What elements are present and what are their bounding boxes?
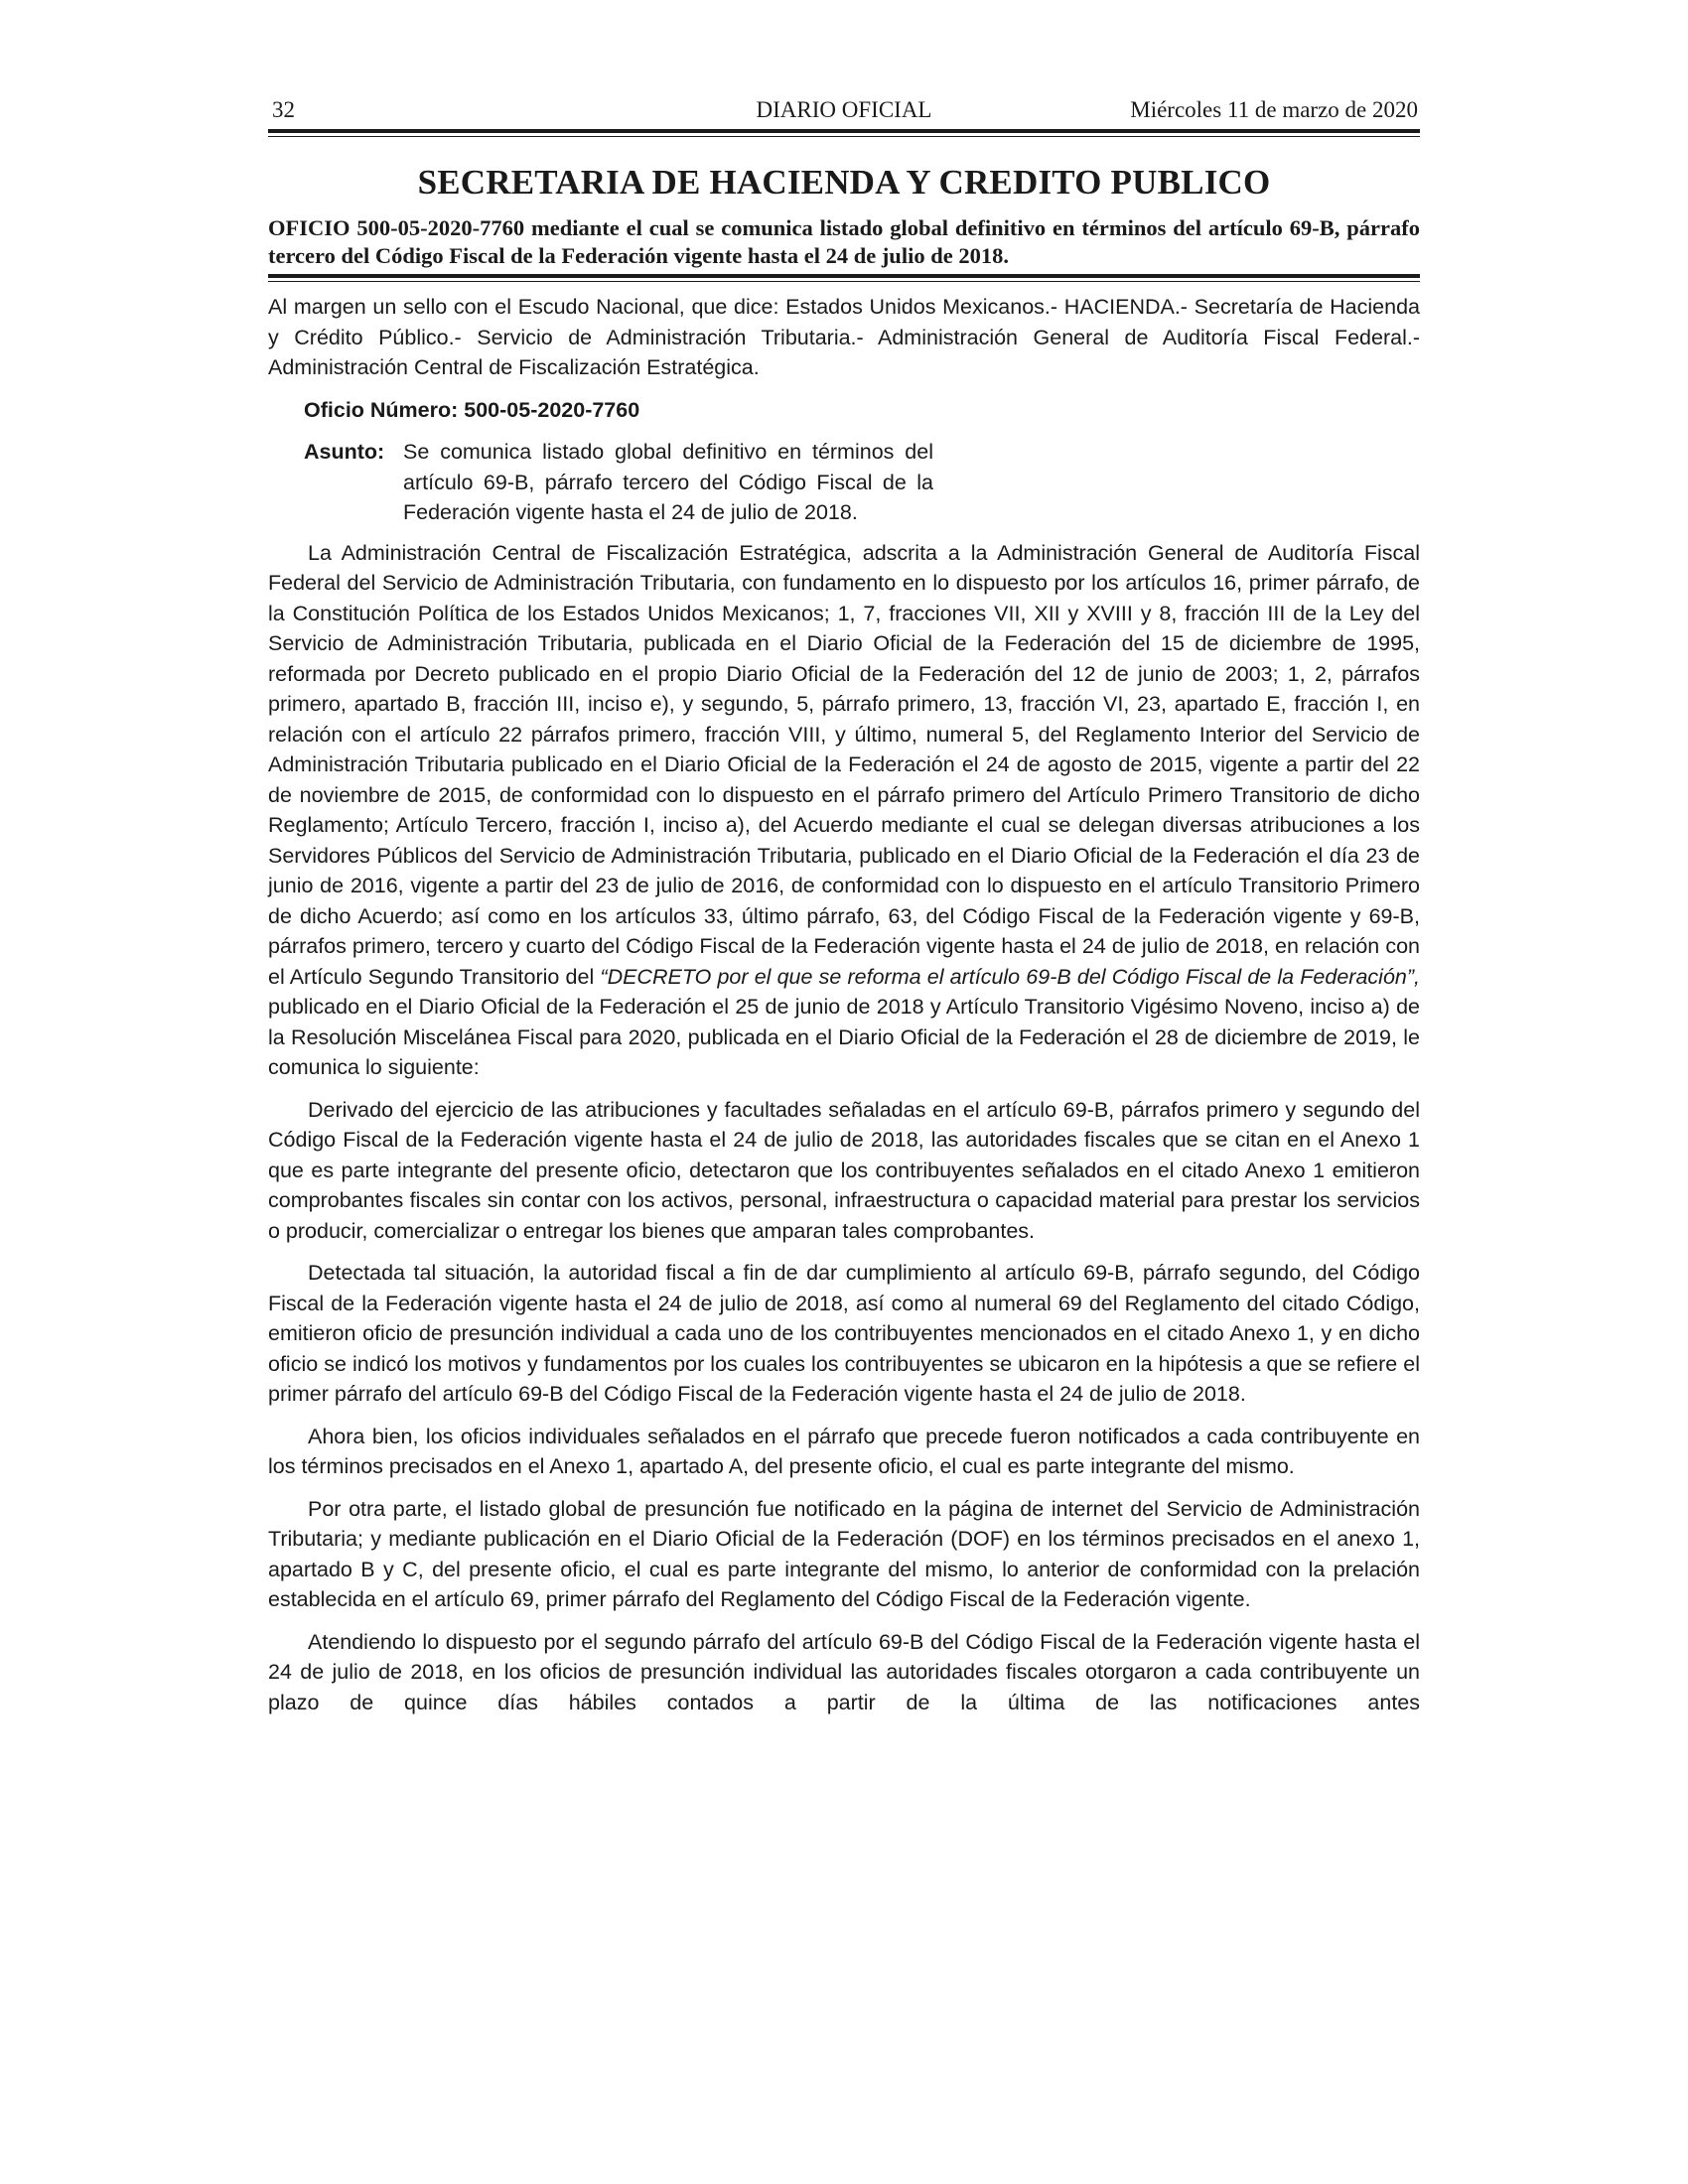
paragraph-detectada: Detectada tal situación, la autoridad fiscal a fin de dar cumplimiento al artículo 69-B, párrafo segundo, del Código Fiscal de la Federación vigente hasta el 24 de julio de 2018, así como al numeral 69 del Reglamento del citado Código, emitieron oficio de presunción individual a cada uno de los contribuyentes mencionados en el citado Anexo 1, y en dicho oficio se indicó los motivos y fundamentos por los cuales los contribuyentes se ubicaron en la hipótesis a que se refiere el primer párrafo del artículo 69-B del Código Fiscal de la Federación vigente hasta el 24 de julio de 2018.	[268, 1261, 1420, 1406]
legal-basis-part-b: publicado en el Diario Oficial de la Federación el 25 de junio de 2018 y Artículo Transitorio Vigésimo Noveno, inciso a) de la Resolución Miscelánea Fiscal para 2020, publicada en el Diario Oficial de la Federación el 28 de diciembre de 2019, le comunica lo siguiente:	[268, 995, 1420, 1079]
document-body	[268, 292, 1420, 1717]
paragraph-atendiendo: Atendiendo lo dispuesto por el segundo párrafo del artículo 69-B del Código Fiscal de la Federación vigente hasta el 24 de julio de 2018, en los oficios de presunción individual las autoridades fiscales otorgaron a cada contribuyente un plazo de quince días hábiles contados a partir de la última de las notificaciones antes	[268, 1629, 1420, 1714]
page-number: 32	[272, 97, 295, 122]
paragraph-por-otra-parte: Por otra parte, el listado global de presunción fue notificado en la página de internet del Servicio de Administración Tributaria; y mediante publicación en el Diario Oficial de la Federación (DOF) en los términos precisados en el anexo 1, apartado B y C, del presente oficio, el cual es parte integrante del mismo, lo anterior de conformidad con la prelación establecida en el artículo 69, primer párrafo del Reglamento del Código Fiscal de la Federación vigente.	[268, 1496, 1420, 1611]
asunto-text: Se comunica listado global definitivo en términos del artículo 69-B, párrafo tercero del Código Fiscal de la Federación vigente hasta el 24 de julio de 2018.	[403, 440, 933, 524]
heading-rule	[268, 274, 1420, 282]
section-title: SECRETARIA DE HACIENDA Y CREDITO PUBLICO	[417, 163, 1271, 202]
asunto-label: Asunto:	[304, 440, 385, 464]
header-rule	[268, 129, 1420, 137]
document-page	[268, 91, 1420, 1729]
issue-date: Miércoles 11 de marzo de 2020	[1130, 97, 1418, 122]
paragraph-legal-basis	[268, 538, 1420, 1083]
running-header	[268, 91, 1420, 129]
asunto-block	[304, 437, 1420, 528]
decree-title: “DECRETO por el que se reforma el artículo 69-B del Código Fiscal de la Federación”,	[600, 964, 1420, 989]
paragraph-derivado: Derivado del ejercicio de las atribuciones y facultades señaladas en el artículo 69-B, párrafos primero y segundo del Código Fiscal de la Federación vigente hasta el 24 de julio de 2018, las autoridades fiscales que se citan en el Anexo 1 que es parte integrante del presente oficio, detectaron que los contribuyentes señalados en el citado Anexo 1 emitieron comprobantes fiscales sin contar con los activos, personal, infraestructura o capacidad material para prestar los servicios o producir, comercializar o entregar los bienes que amparan tales comprobantes.	[268, 1097, 1420, 1243]
seal-note: Al margen un sello con el Escudo Nacional, que dice: Estados Unidos Mexicanos.- HACIENDA.- Secretaría de Hacienda y Crédito Público.- Servicio de Administración Tributaria.- Administración General de Auditoría Fiscal Federal.- Administración Central de Fiscalización Estratégica.	[268, 295, 1420, 379]
paragraph-ahora-bien: Ahora bien, los oficios individuales señalados en el párrafo que precede fueron notificados a cada contribuyente en los términos precisados en el Anexo 1, apartado A, del presente oficio, el cual es parte integrante del mismo.	[268, 1424, 1420, 1478]
legal-basis-part-a: La Administración Central de Fiscalización Estratégica, adscrita a la Administración General de Auditoría Fiscal Federal del Servicio de Administración Tributaria, con fundamento en lo dispuesto por los artículos 16, primer párrafo, de la Constitución Política de los Estados Unidos Mexicanos; 1, 7, fracciones VII, XII y XVIII y 8, fracción III de la Ley del Servicio de Administración Tributaria, publicada en el Diario Oficial de la Federación del 15 de diciembre de 1995, reformada por Decreto publicado en el propio Diario Oficial de la Federación del 12 de junio de 2003; 1, 2, párrafos primero, apartado B, fracción III, inciso e), y segundo, 5, párrafo primero, 13, fracción VI, 23, apartado E, fracción I, en relación con el artículo 22 párrafos primero, fracción VIII, y último, numeral 5, del Reglamento Interior del Servicio de Administración Tributaria publicado en el Diario Oficial de la Federación el 24 de agosto de 2015, vigente a partir del 22 de noviembre de 2015, de conformidad con lo dispuesto en el párrafo primero del Artículo Primero Transitorio de dicho Reglamento; Artículo Tercero, fracción I, inciso a), del Acuerdo mediante el cual se delegan diversas atribuciones a los Servidores Públicos del Servicio de Administración Tributaria, publicado en el Diario Oficial de la Federación el día 23 de junio de 2016, vigente a partir del 23 de julio de 2016, de conformidad con lo dispuesto en el artículo Transitorio Primero de dicho Acuerdo; así como en los artículos 33, último párrafo, 63, del Código Fiscal de la Federación vigente y 69-B, párrafos primero, tercero y cuarto del Código Fiscal de la Federación vigente hasta el 24 de julio de 2018, en relación con el Artículo Segundo Transitorio del	[268, 540, 1420, 989]
journal-name: DIARIO OFICIAL	[756, 97, 932, 122]
oficio-number: Oficio Número: 500-05-2020-7760	[304, 397, 640, 422]
document-heading: OFICIO 500-05-2020-7760 mediante el cual se comunica listado global definitivo en términos del artículo 69-B, párrafo tercero del Código Fiscal de la Federación vigente hasta el 24 de julio de 2018.	[268, 215, 1420, 268]
